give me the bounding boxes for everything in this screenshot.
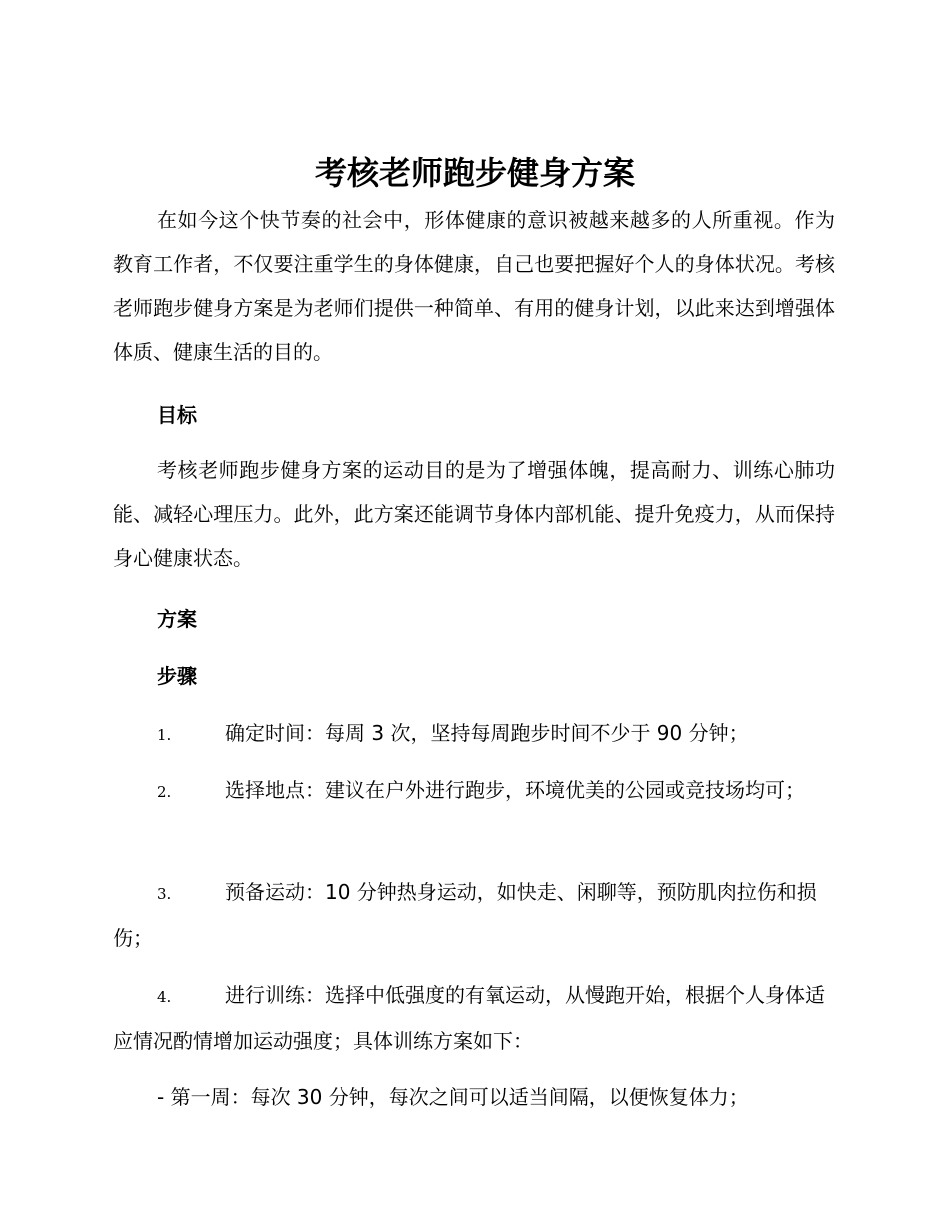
goal-paragraph: 考核老师跑步健身方案的运动目的是为了增强体魄，提高耐力、训练心肺功能、减轻心理压力。此外，此方案还能调节身体内部机能、提升免疫力，从而保持身心健康状态。: [113, 458, 835, 570]
intro-paragraph: 在如今这个快节奏的社会中，形体健康的意识被越来越多的人所重视。作为教育工作者，不仅要注重学生的身体健康，自己也要把握好个人的身体状况。考核老师跑步健身方案是为老师们提供一种简单、有用的健身计划，以此来达到增强体体质、健康生活的目的。: [113, 208, 835, 364]
step-item: [113, 711, 835, 757]
step-text: 确定时间：每周 3 次，坚持每周跑步时间不少于 90 分钟；: [225, 721, 749, 745]
goal-heading: 目标: [157, 403, 197, 427]
step-number: 4.: [157, 988, 172, 1006]
steps-heading: 步骤: [157, 664, 197, 688]
step-number: 2.: [157, 783, 172, 801]
step-item: [113, 870, 835, 960]
step-item: [113, 768, 835, 814]
step-text: 预备运动：10 分钟热身运动，如快走、闲聊等，预防肌肉拉伤和损伤；: [113, 880, 817, 950]
step-text: 选择地点：建议在户外进行跑步，环境优美的公园或竞技场均可；: [225, 778, 805, 802]
step-number: 1.: [157, 726, 172, 744]
step-item: [113, 973, 835, 1063]
document-title: 考核老师跑步健身方案: [314, 154, 635, 192]
week1-item: - 第一周：每次 30 分钟，每次之间可以适当间隔，以便恢复体力；: [157, 1085, 749, 1109]
plan-heading: 方案: [157, 607, 197, 631]
step-text: 进行训练：选择中低强度的有氧运动，从慢跑开始，根据个人身体适应情况酌情增加运动强度；具体训练方案如下：: [113, 983, 825, 1053]
step-number: 3.: [157, 885, 172, 903]
